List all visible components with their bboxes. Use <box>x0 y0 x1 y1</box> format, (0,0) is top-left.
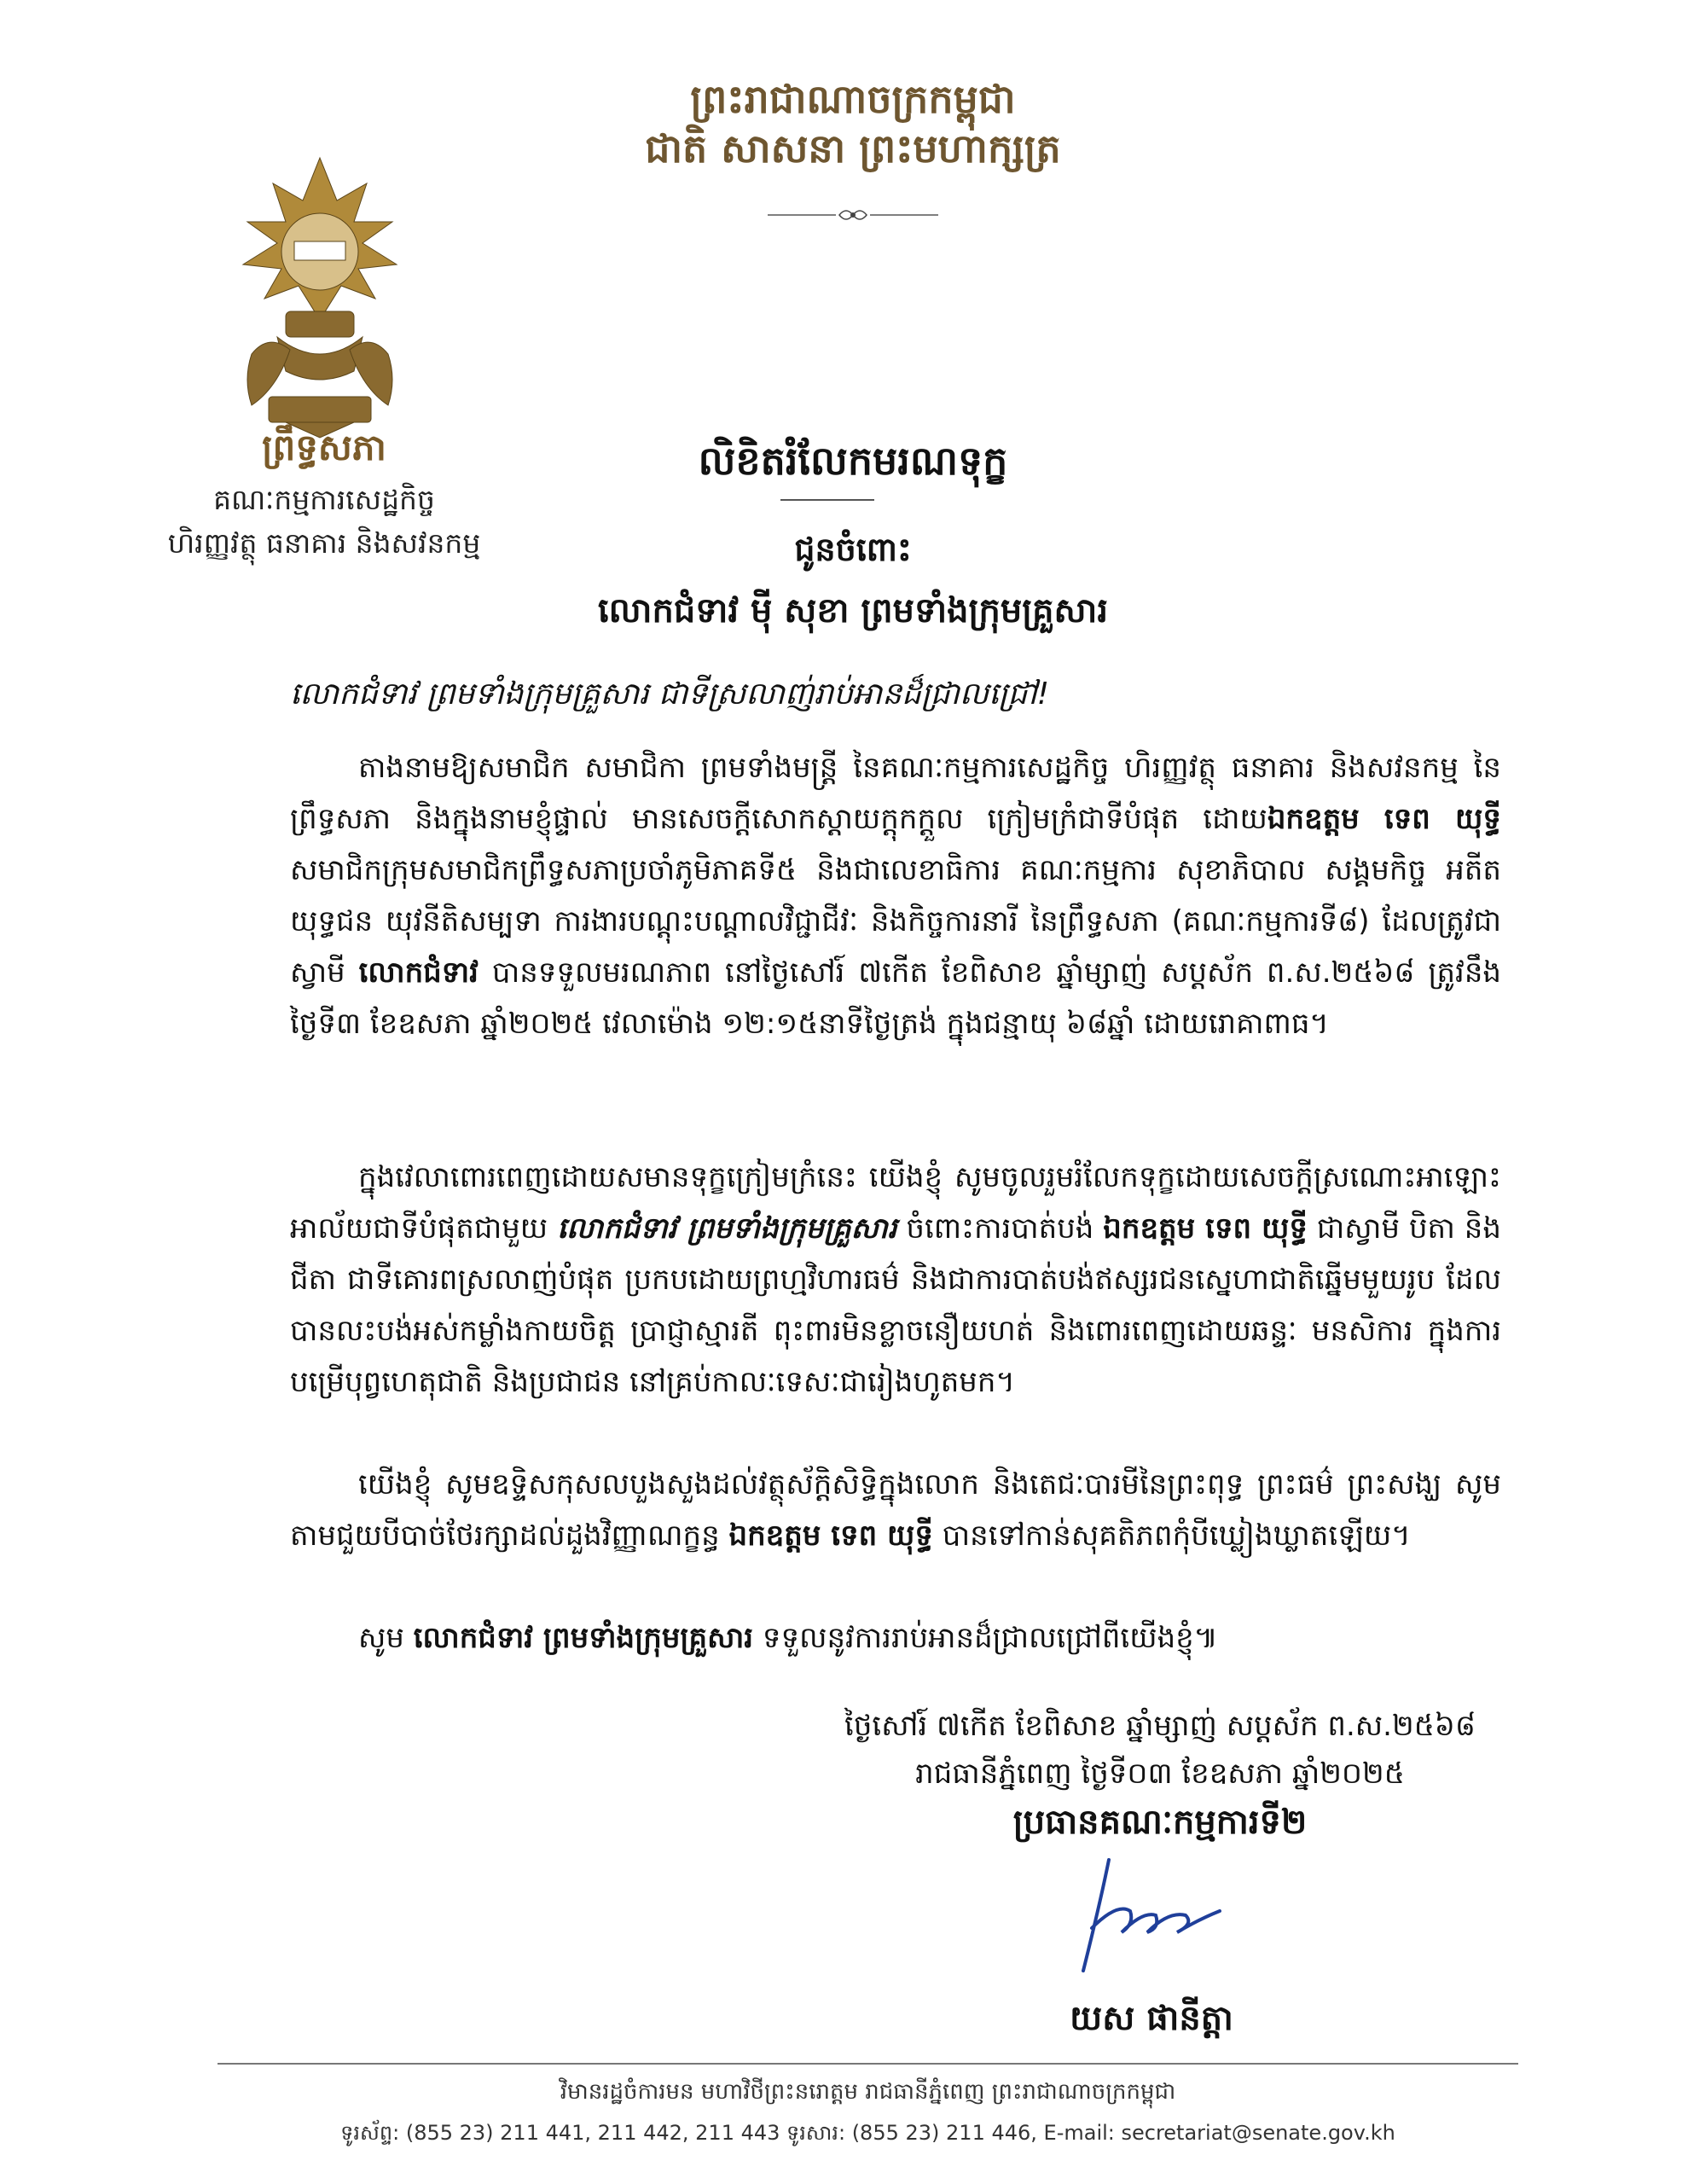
paragraph-1-text-c: បានទទួលមរណភាព នៅថ្ងៃសៅរ៍ ៧កើត ខែពិសាខ ឆ្នាំម្សាញ់ សប្តស័ក ព.ស.២៥៦៨ ត្រូវនឹងថ្ងៃទី៣ ខែឧសភា ឆ្នាំ២០២៥ វេលាម៉ោង ១២:១៥នាទីថ្ងៃត្រង់ ក្នុងជន្មាយុ ៦៨ឆ្នាំ ដោយរោគាពាធ។ <box>290 956 1501 1041</box>
issuer-block <box>158 425 490 565</box>
signature-icon <box>1049 1851 1237 1988</box>
deceased-name: ឯកឧត្តម ទេព យុទ្ធី <box>1103 1211 1308 1246</box>
paragraph-4-text-a: សូម <box>358 1621 414 1655</box>
deceased-name: ឯកឧត្តម ទេព យុទ្ធី <box>1267 802 1501 836</box>
kingdom-name: ព្រះរាជាណាចក្រកម្ពុជា <box>690 76 1016 122</box>
paragraph-2-text-c: ជាស្វាមី បិតា និងជីតា ជាទីគោរពស្រលាញ់បំផុត ប្រកបដោយព្រហ្មវិហារធម៌ និងជាការបាត់បង់ឥស្សរជនស្នេហាជាតិឆ្នើមមួយរូប ដែលបានលះបង់អស់កម្លាំងកាយចិត្ត ប្រាជ្ញាស្មារតី ពុះពារមិនខ្លាចនឿយហត់ និងពោរពេញដោយឆន្ទៈ មនសិការ ក្នុងការបម្រើបុព្វហេតុជាតិ និងប្រជាជន នៅគ្រប់កាលៈទេសៈជារៀងហូតមក។ <box>290 1211 1501 1399</box>
paragraph-4 <box>290 1612 1501 1664</box>
deceased-name: ឯកឧត្តម ទេព យុទ្ធី <box>728 1519 933 1553</box>
paragraph-1-text-a: តាងនាមឱ្យសមាជិក សមាជិកា ព្រមទាំងមន្ត្រី នៃគណៈកម្មការសេដ្ឋកិច្ច ហិរញ្ញវត្ថុ ធនាគារ និងសវនកម្ម នៃព្រឹទ្ធសភា និងក្នុងនាមខ្ញុំផ្ទាល់ មានសេចក្តីសោកស្តាយក្តុកក្តួល ក្រៀមក្រំជាទីបំផុត ដោយ <box>290 751 1501 836</box>
widow-title: លោកជំទាវ <box>358 956 479 990</box>
addressee: លោកជំទាវ មុី សុខា ព្រមទាំងក្រុមគ្រួសារ <box>597 590 1109 630</box>
lunar-date: ថ្ងៃសៅរ៍ ៧កើត ខែពិសាខ ឆ្នាំម្សាញ់ សប្តស័ក ព.ស.២៥៦៨ <box>844 1709 1476 1743</box>
committee-line-2: ហិរញ្ញវត្ថុ ធនាគារ និងសវនកម្ម <box>167 526 481 561</box>
paragraph-2 <box>290 1152 1501 1408</box>
ornament-divider-icon <box>768 205 938 225</box>
place-date: រាជធានីភ្នំពេញ ថ្ងៃទី០៣ ខែឧសភា ឆ្នាំ២០២៥ <box>915 1757 1405 1791</box>
footer-address: វិមានរដ្ឋចំការមន មហាវិថីព្រះនរោត្តម រាជធានីភ្នំពេញ ព្រះរាជាណាចក្រកម្ពុជា <box>560 2079 1176 2105</box>
title-divider <box>780 499 874 501</box>
paragraph-3 <box>290 1459 1501 1561</box>
senate-name: ព្រឹទ្ធសភា <box>262 427 386 468</box>
salutation: លោកជំទាវ ព្រមទាំងក្រុមគ្រួសារ ជាទីស្រលាញ់រាប់អានដ៏ជ្រាលជ្រៅ! <box>290 677 1050 712</box>
paragraph-3-text-a: យើងខ្ញុំ សូមឧទ្ទិសកុសលបួងសួងដល់វត្ថុស័ក្តិសិទ្ធិក្នុងលោក និងតេជៈបារមីនៃព្រះពុទ្ធ ព្រះធម៌ ព្រះសង្ឃ សូមតាមជួយបីបាច់ថែរក្សាដល់ដួងវិញ្ញាណក្ខន្ធ <box>290 1467 1501 1553</box>
letterhead <box>478 75 1228 173</box>
paragraph-1 <box>290 742 1501 1049</box>
paragraph-2-text-b: ចំពោះការបាត់បង់ <box>896 1211 1104 1246</box>
signer-title: ប្រធានគណៈកម្មការទី២ <box>1012 1802 1308 1842</box>
paragraph-2-text-a: ក្នុងវេលាពោរពេញដោយសមានទុក្ខក្រៀមក្រំនេះ យើងខ្ញុំ សូមចូលរួមរំលែកទុក្ខដោយសេចក្តីស្រណោះអាឡោះអាល័យជាទីបំផុតជាមួយ <box>290 1160 1501 1246</box>
paragraph-1-text-b: សមាជិកក្រុមសមាជិកព្រឹទ្ធសភាប្រចាំភូមិភាគទី៥ និងជាលេខាធិការ គណៈកម្មការ សុខាភិបាល សង្គមកិច្ច អតីតយុទ្ធជន យុវនីតិសម្បទា ការងារបណ្តុះបណ្តាលវិជ្ជាជីវៈ និងកិច្ចការនារី នៃព្រឹទ្ធសភា (គណៈកម្មការទី៨) ដែលត្រូវជាស្វាមី <box>290 853 1501 990</box>
family-reference: លោកជំទាវ ព្រមទាំងក្រុមគ្រួសារ <box>557 1211 897 1246</box>
national-motto: ជាតិ សាសនា ព្រះមហាក្សត្រ <box>645 125 1061 171</box>
committee-line-1: គណៈកម្មការសេដ្ឋកិច្ច <box>213 483 435 516</box>
footer-contact: ទូរស័ព្ទ: (855 23) 211 441, 211 442, 211 443 ទូរសារ: (855 23) 211 446, E-mail: secretariat@senate.gov.kh <box>340 2121 1395 2145</box>
signer-name: យស ផានីត្តា <box>1070 1998 1233 2038</box>
footer-divider <box>218 2063 1518 2065</box>
to-label: ជូនចំពោះ <box>794 530 912 568</box>
paragraph-3-text-b: បានទៅកាន់សុគតិភពកុំបីឃ្លៀងឃ្លាតឡើយ។ <box>933 1519 1411 1553</box>
paragraph-4-text-b: ទទួលនូវការរាប់អានដ៏ជ្រាលជ្រៅពីយើងខ្ញុំ៕ <box>753 1621 1218 1655</box>
family-reference: លោកជំទាវ ព្រមទាំងក្រុមគ្រួសារ <box>413 1621 754 1655</box>
senate-emblem-icon <box>218 149 422 439</box>
date-block <box>734 1702 1586 1798</box>
letter-title: លិខិតរំលែកមរណទុក្ខ <box>698 438 1008 484</box>
